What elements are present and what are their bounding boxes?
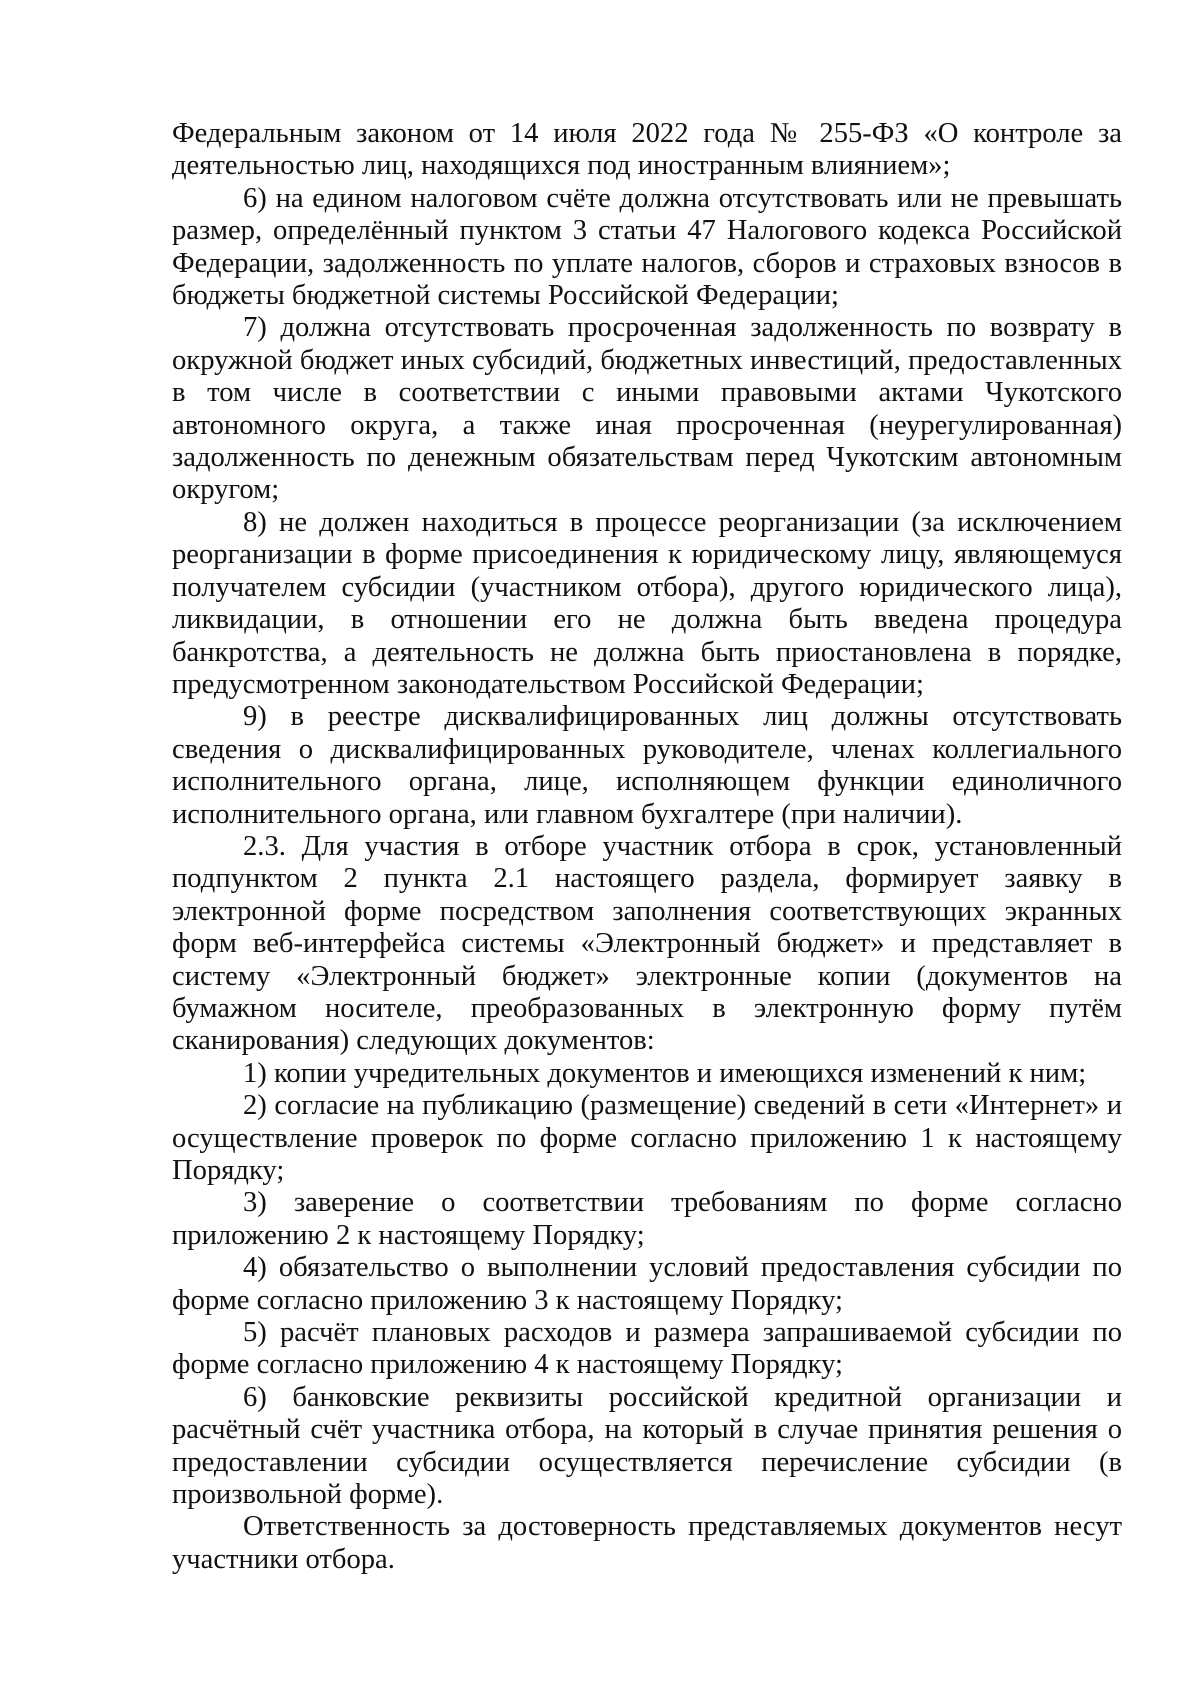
document-page [172, 118, 1122, 1576]
paragraph-doc-4: 4) обязательство о выполнении условий предоставления субсидии по форме согласно приложению 3 к настоящему Порядку; [172, 1252, 1122, 1316]
paragraph-law-reference: Федеральным законом от 14 июля 2022 года № 255-ФЗ «О контроле за деятельностью лиц, находящихся под иностранным влиянием»; [172, 118, 1122, 182]
paragraph-item-6-tax: 6) на едином налоговом счёте должна отсутствовать или не превышать размер, определённый пунктом 3 статьи 47 Налогового кодекса Российской Федерации, задолженность по уплате налогов, сборов и страховых взносов в бюджеты бюджетной системы Российской Федерации; [172, 182, 1122, 312]
paragraph-doc-5: 5) расчёт плановых расходов и размера запрашиваемой субсидии по форме согласно приложению 4 к настоящему Порядку; [172, 1317, 1122, 1381]
paragraph-responsibility: Ответственность за достоверность представляемых документов несут участники отбора. [172, 1511, 1122, 1575]
paragraph-doc-3: 3) заверение о соответствии требованиям по форме согласно приложению 2 к настоящему Порядку; [172, 1187, 1122, 1251]
paragraph-item-7-debt: 7) должна отсутствовать просроченная задолженность по возврату в окружной бюджет иных субсидий, бюджетных инвестиций, предоставленных в том числе в соответствии с иными правовыми актами Чукотского автономного округа, а также иная просроченная (неурегулированная) задолженность по денежным обязательствам перед Чукотским автономным округом; [172, 312, 1122, 506]
paragraph-item-9-registry: 9) в реестре дисквалифицированных лиц должны отсутствовать сведения о дисквалифицированных руководителе, членах коллегиального исполнительного органа, лице, исполняющем функции единоличного исполнительного органа, или главном бухгалтере (при наличии). [172, 701, 1122, 830]
paragraph-doc-2: 2) согласие на публикацию (размещение) сведений в сети «Интернет» и осуществление проверок по форме согласно приложению 1 к настоящему Порядку; [172, 1090, 1122, 1186]
paragraph-doc-1: 1) копии учредительных документов и имеющихся изменений к ним; [243, 1057, 1087, 1089]
paragraph-section-2-3: 2.3. Для участия в отборе участник отбора в срок, установленный подпунктом 2 пункта 2.1 настоящего раздела, формирует заявку в электронной форме посредством заполнения соответствующих экранных форм веб-интерфейса системы «Электронный бюджет» и представляет в систему «Электронный бюджет» электронные копии (документов на бумажном носителе, преобразованных в электронную форму путём сканирования) следующих документов: [172, 830, 1122, 1057]
paragraph-item-8-reorganization: 8) не должен находиться в процессе реорганизации (за исключением реорганизации в форме присоединения к юридическому лицу, являющемуся получателем субсидии (участником отбора), другого юридического лица), ликвидации, в отношении его не должна быть введена процедура банкротства, а деятельность не должна быть приостановлена в порядке, предусмотренном законодательством Российской Федерации; [172, 506, 1122, 700]
paragraph-doc-6: 6) банковские реквизиты российской кредитной организации и расчётный счёт участника отбора, на который в случае принятия решения о предоставлении субсидии осуществляется перечисление субсидии (в произвольной форме). [172, 1381, 1122, 1511]
